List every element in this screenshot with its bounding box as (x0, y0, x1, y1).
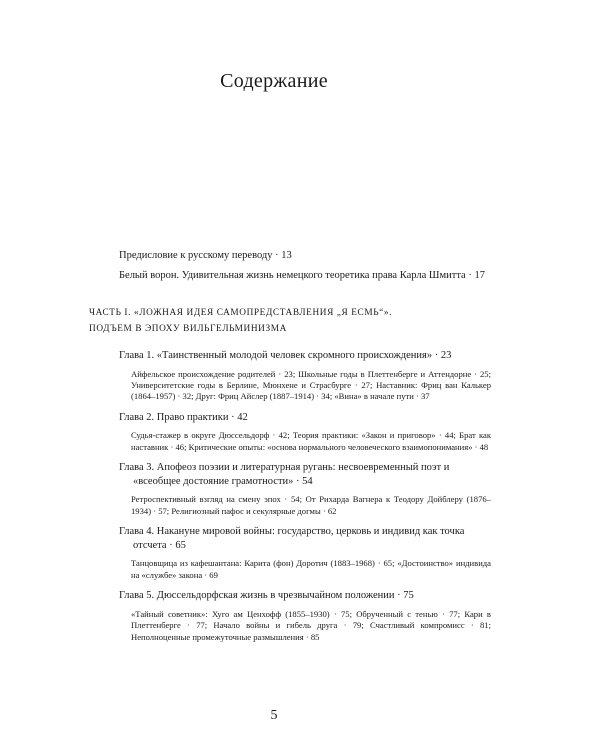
chapter-5-title[interactable]: Глава 5. Дюссельдорфская жизнь в чрезвычайном положении · 75 (119, 590, 414, 602)
page-title: Содержание (220, 70, 328, 92)
chapter-1-title[interactable]: Глава 1. «Таинственный молодой человек скромного происхождения» · 23 (119, 350, 452, 361)
intro-entries (119, 249, 491, 288)
chapter-2-sections: Судья-стажер в округе Дюссельдорф · 42; Теория практики: «Закон и приговор» · 44; Брат как наставник · 46; Критические опыты: «основа нормального человеческого взаимопонимания» · 48 (131, 430, 491, 452)
part-heading-line-1: ЧАСТЬ I. «ЛОЖНАЯ ИДЕЯ САМОПРЕДСТАВЛЕНИЯ „Я ЕСМЬ“». (89, 308, 393, 318)
part-heading[interactable] (89, 305, 489, 337)
chapter-3-sections: Ретроспективный взгляд на смену эпох · 54; От Рихарда Вагнера к Теодору Дойблеру (1876–1934) · 57; Религиозный пафос и секулярные догмы · 62 (131, 494, 491, 516)
chapter-4-title[interactable]: Глава 4. Накануне мировой войны: государство, церковь и индивид как точка отсчета · 65 (119, 526, 465, 551)
part-heading-line-2: ПОДЪЕМ В ЭПОХУ ВИЛЬГЕЛЬМИНИЗМА (89, 324, 287, 334)
toc-entry-preface[interactable]: Предисловие к русскому переводу · 13 (119, 250, 292, 261)
chapter-1-sections: Айфельское происхождение родителей · 23; Школьные годы в Плеттенберге и Аттендорне · 25; Университетские годы в Берлине, Мюнхене и Страсбурге · 27; Наставник: Фриц ван Калькер (1864–1957) · 32; Друг: Фриц Айслер (1887–1914) · 34; «Вина» в начале пути · 37 (131, 368, 491, 402)
chapter-list (119, 349, 491, 651)
chapter-2-title[interactable]: Глава 2. Право практики · 42 (119, 411, 248, 423)
page-number: 5 (270, 708, 278, 723)
chapter-4-sections: Танцовщица из кафешантана: Карита (фон) Доротич (1883–1968) · 65; «Достоинство» индивида на «службе» закона · 69 (131, 558, 491, 580)
chapter-5-sections: «Тайный советник»: Хуго ам Ценхофф (1855–1930) · 75; Обрученный с тенью · 77; Кари в Плеттенберге · 77; Начало войны и гибель друга · 79; Счастливый компромисс · 81; Неполноценные промежуточные размышления · 85 (131, 608, 491, 642)
toc-entry-introduction[interactable]: Белый ворон. Удивительная жизнь немецкого теоретика права Карла Шмитта · 17 (119, 269, 485, 281)
chapter-3-title[interactable]: Глава 3. Апофеоз поэзии и литературная ругань: несвоевременный поэт и «всеобщее достояние грамотности» · 54 (119, 462, 450, 487)
